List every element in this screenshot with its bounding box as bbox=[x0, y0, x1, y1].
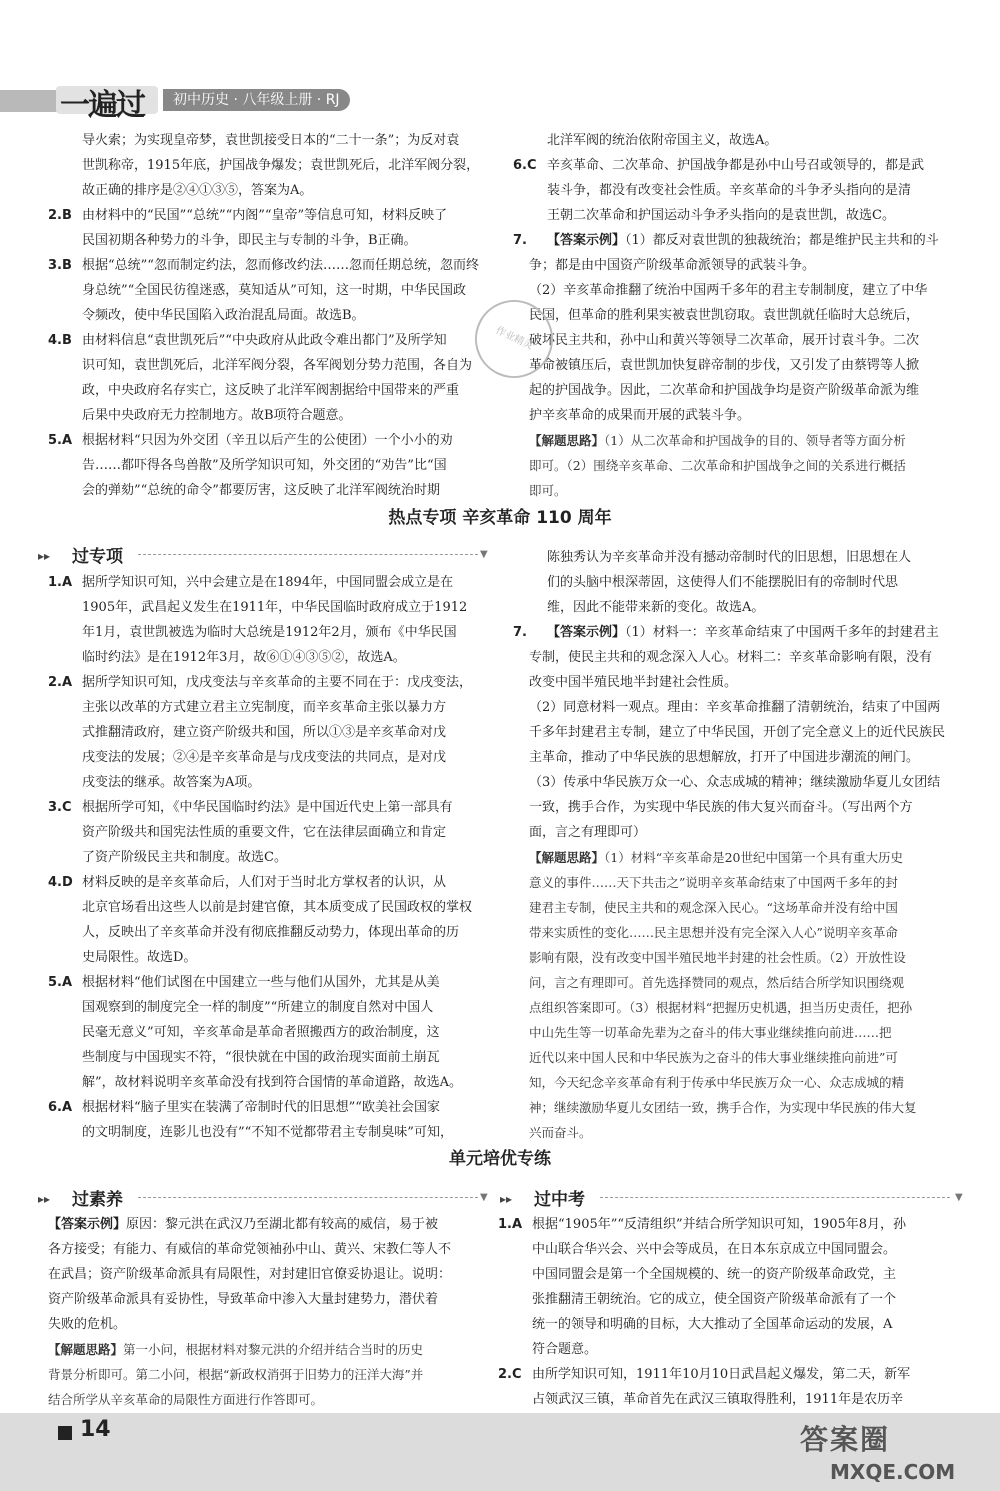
answer-number: 1.A bbox=[498, 1217, 523, 1232]
top-left-column bbox=[30, 128, 505, 503]
answer-line: 王朝二次革命和护国运动斗争矛头指向的是袁世凯，故选C。 bbox=[547, 208, 895, 223]
answer-line: 告……都吓得各鸟兽散”及所学知识可知，外交团的“劝告”比“国 bbox=[82, 458, 447, 473]
answer-line: 些制度与中国现实不符，“很快就在中国的政治现实面前土崩瓦 bbox=[82, 1050, 440, 1065]
answer-line: 政，中央政府名存实亡，这反映了北洋军阀割据给中国带来的严重 bbox=[82, 383, 460, 398]
answer-line: 符合题意。 bbox=[532, 1342, 598, 1357]
answer-number: 7. bbox=[513, 233, 527, 248]
answer-item bbox=[30, 428, 505, 503]
answer-line: 根据“总统”“忽而制定约法，忽而修改约法……忽而任期总统，忽而终 bbox=[82, 258, 479, 273]
solution-line: 意义的事件……天下共击之”说明辛亥革命结束了中国两千多年的封 bbox=[529, 875, 898, 890]
continued-line: 们的头脑中根深蒂固，这使得人们不能摆脱旧有的帝制时代思 bbox=[547, 575, 899, 590]
bottom-left-column bbox=[48, 1212, 503, 1412]
answer-item-6 bbox=[495, 153, 975, 228]
solution-line: 建君主专制，使民主共和的观念深入民心。“这场革命并没有给中国 bbox=[529, 900, 898, 915]
section-title-hotspot: 热点专项 辛亥革命 110 周年 bbox=[388, 508, 612, 528]
subhead-divider bbox=[138, 554, 478, 555]
answer-line: 戌变法的发展；②④是辛亥革命是与戊戌变法的共同点，是对戊 bbox=[82, 750, 447, 765]
stamp-watermark: 作业精灵 bbox=[462, 287, 566, 391]
answer-line: 失败的危机。 bbox=[48, 1317, 127, 1332]
answer-line: 的文明制度，连影儿也没有”“不知不觉都带君主专制臭味”可知， bbox=[82, 1125, 453, 1140]
answer-item bbox=[30, 795, 505, 870]
solution-text: （1）材料“辛亥革命是20世纪中国第一个具有重大历史 bbox=[604, 850, 904, 865]
page-footer bbox=[0, 1413, 1000, 1491]
solution-line: 神；继续激励华夏儿女团结一致，携手合作，为实现中华民族的伟大复 bbox=[529, 1100, 917, 1115]
answer-line: 中山联合华兴会、兴中会等成员，在日本东京成立中国同盟会。 bbox=[532, 1242, 897, 1257]
answer-line: 资产阶级共和国宪法性质的重要文件，它在法律层面确立和肯定 bbox=[82, 825, 447, 840]
answer-line: 后果中央政府无力控制地方。故B项符合题意。 bbox=[82, 408, 352, 423]
answer-number: 1.A bbox=[48, 575, 73, 590]
answer-line: 起的护国战争。因此，二次革命和护国战争均是资产阶级革命派为维 bbox=[529, 383, 920, 398]
answer-line: 民国，但革命的胜利果实被袁世凯窃取。袁世凯就任临时大总统后， bbox=[529, 308, 920, 323]
watermark-url: MXQE.COM bbox=[830, 1460, 956, 1484]
continued-line: 北洋军阀的统治依附帝国主义，故选A。 bbox=[547, 133, 778, 148]
answer-number: 5.A bbox=[48, 433, 73, 448]
answer-line: 据所学知识可知，兴中会建立是在1894年，中国同盟会成立是在 bbox=[82, 575, 454, 590]
answer-number: 4.D bbox=[48, 875, 73, 890]
answer-line: 人，反映出了辛亥革命并没有彻底推翻反动势力，体现出革命的历 bbox=[82, 925, 460, 940]
subhead-title: 过中考 bbox=[534, 1190, 585, 1210]
answer-example-label: 【答案示例】 bbox=[547, 233, 626, 248]
answer-line: 根据所学可知，《中华民国临时约法》是中国近代史上第一部具有 bbox=[82, 800, 453, 815]
solution-approach-label: 【解题思路】 bbox=[48, 1342, 124, 1357]
continued-line: 世凯称帝，1915年底，护国战争爆发；袁世凯死后，北洋军阀分裂， bbox=[82, 158, 480, 173]
answer-line: 根据材料“他们试图在中国建立一些与他们从国外，尤其是从美 bbox=[82, 975, 440, 990]
answer-item bbox=[30, 253, 505, 328]
answer-number: 5.A bbox=[48, 975, 73, 990]
solution-line: 即可。（2）围绕辛亥革命、二次革命和护国战争之间的关系进行概括 bbox=[529, 458, 906, 473]
top-right-column bbox=[495, 128, 975, 503]
subhead-mark-icon: ▸▸ bbox=[38, 549, 51, 563]
solution-approach bbox=[48, 1337, 503, 1412]
bottom-right-column bbox=[480, 1212, 975, 1412]
answer-line: 1905年，武昌起义发生在1911年，中华民国临时政府成立于1912 bbox=[82, 600, 468, 615]
answer-line: 千多年封建君主专制，建立了中华民国，开创了完全意义上的近代民族民 bbox=[529, 725, 946, 740]
answer-text: （1）都反对袁世凯的独裁统治；都是维护民主共和的斗 bbox=[625, 233, 939, 248]
answer-example-label: 【答案示例】 bbox=[547, 625, 626, 640]
site-watermark bbox=[800, 1418, 980, 1488]
answer-number: 3.C bbox=[48, 800, 72, 815]
answer-item bbox=[30, 670, 505, 795]
solution-line: 兴而奋斗。 bbox=[529, 1125, 592, 1140]
answer-number: 2.A bbox=[48, 675, 73, 690]
answer-item bbox=[30, 870, 505, 970]
answer-line: 争；都是由中国资产阶级革命派领导的武装斗争。 bbox=[529, 258, 816, 273]
subhead-title: 过专项 bbox=[72, 547, 123, 567]
continued-line: 陈独秀认为辛亥革命并没有撼动帝制时代的旧思想，旧思想在人 bbox=[547, 550, 912, 565]
answer-line: 装斗争，都没有改变社会性质。辛亥革命的斗争矛头指向的是清 bbox=[547, 183, 912, 198]
solution-text: 第一小问，根据材料对黎元洪的介绍并结合当时的历史 bbox=[123, 1342, 424, 1357]
answer-line: 破坏民主共和，孙中山和黄兴等领导二次革命，展开讨袁斗争。二次 bbox=[529, 333, 920, 348]
brand-logo: 一遍过 bbox=[60, 88, 144, 123]
answer-line: 主张以改革的方式建立君主立宪制度，而辛亥革命主张以暴力方 bbox=[82, 700, 447, 715]
solution-line: 点组织答案即可。（3）根据材料“把握历史机遇，担当历史责任，把孙 bbox=[529, 1000, 913, 1015]
solution-line: 即可。 bbox=[529, 483, 567, 498]
answer-line: （2）辛亥革命推翻了统治中国两千多年的君主专制制度，建立了中华 bbox=[529, 283, 928, 298]
answer-example-label: 【答案示例】 bbox=[48, 1217, 127, 1232]
solution-approach-label: 【解题思路】 bbox=[529, 433, 605, 448]
solution-line: 中山先生等一切革命先辈为之奋斗的伟大事业继续推向前进……把 bbox=[529, 1025, 892, 1040]
solution-line: 背景分析即可。第二小问，根据“新政权消弭于旧势力的汪洋大海”并 bbox=[48, 1367, 424, 1382]
answer-number: 6.C bbox=[513, 158, 537, 173]
page-number: 14 bbox=[80, 1417, 111, 1442]
answer-line: 临时约法》是在1912年3月，故⑥①④③⑤②，故选A。 bbox=[82, 650, 406, 665]
answer-line: 民国初期各种势力的斗争，即民主与专制的斗争，B正确。 bbox=[82, 233, 417, 248]
subhead-guozhuanxiang bbox=[38, 542, 488, 566]
subhead-divider bbox=[600, 1197, 950, 1198]
answer-line: 年1月，袁世凯被选为临时大总统是1912年2月，颁布《中华民国 bbox=[82, 625, 457, 640]
answer-line: 护辛亥革命的成果而开展的武装斗争。 bbox=[529, 408, 751, 423]
answer-line: 解”，故材料说明辛亥革命没有找到符合国情的革命道路，故选A。 bbox=[82, 1075, 463, 1090]
answer-number: 6.A bbox=[48, 1100, 73, 1115]
answer-item bbox=[480, 1212, 975, 1362]
continued-line: 故正确的排序是②④①③⑤，答案为A。 bbox=[82, 183, 313, 198]
answer-line: 据所学知识可知，戊戌变法与辛亥革命的主要不同在于：戊戌变法， bbox=[82, 675, 473, 690]
subhead-guozhongkao bbox=[500, 1185, 970, 1209]
answer-line: 根据材料“脑子里实在装满了帝制时代的旧思想”“欧美社会国家 bbox=[82, 1100, 440, 1115]
section-title-unit: 单元培优专练 bbox=[449, 1149, 551, 1169]
answer-line: 由材料信息“袁世凯死后”“中央政府从此政令难出都门”及所学知 bbox=[82, 333, 447, 348]
solution-line: 近代以来中国人民和中华民族为之奋斗的伟大事业继续推向前进”可 bbox=[529, 1050, 898, 1065]
solution-line: 问，言之有理即可。首先选择赞同的观点，然后结合所学知识围绕观 bbox=[529, 975, 905, 990]
answer-line: 民毫无意义”可知，辛亥革命是革命者照搬西方的政治制度，这 bbox=[82, 1025, 440, 1040]
continued-text bbox=[495, 545, 975, 620]
answer-line: 北京官场看出这些人以前是封建官僚，其本质变成了民国政权的掌权 bbox=[82, 900, 473, 915]
solution-approach bbox=[495, 845, 975, 1145]
continued-text bbox=[30, 128, 505, 203]
solution-line: 带来实质性的变化……民主思想并没有完全深入人心”说明辛亥革命 bbox=[529, 925, 898, 940]
answer-number: 3.B bbox=[48, 258, 72, 273]
answer-line: （2）同意材料一观点。理由：辛亥革命推翻了清朝统治，结束了中国两 bbox=[529, 700, 941, 715]
mid-left-column bbox=[30, 570, 505, 1145]
answer-line: 革命被镇压后，袁世凯加快复辟帝制的步伐，又引发了由蔡锷等人掀 bbox=[529, 358, 920, 373]
answer-line: 中国同盟会是第一个全国规模的、统一的资产阶级革命政党，主 bbox=[532, 1267, 897, 1282]
answer-line: 式推翻清政府，建立资产阶级共和国，所以①③是辛亥革命对戊 bbox=[82, 725, 447, 740]
book-subtitle: 初中历史 · 八年级上册 · RJ bbox=[163, 89, 350, 111]
solution-text: （1）从二次革命和护国战争的目的、领导者等方面分析 bbox=[604, 433, 906, 448]
answer-item bbox=[30, 1095, 505, 1145]
solution-line: 结合所学从辛亥革命的局限性方面进行作答即可。 bbox=[48, 1392, 324, 1407]
page-marker-icon bbox=[58, 1426, 72, 1440]
answer-line: 令频改，使中华民国陷入政治混乱局面。故选B。 bbox=[82, 308, 365, 323]
answer-line: 辛亥革命、二次革命、护国战争都是孙中山号召或领导的，都是武 bbox=[547, 158, 925, 173]
answer-line: （3）传承中华民族万众一心、众志成城的精神；继续激励华夏儿女团结 bbox=[529, 775, 941, 790]
answer-line: 史局限性。故选D。 bbox=[82, 950, 197, 965]
answer-line: 资产阶级革命派具有妥协性，导致革命中渗入大量封建势力，潜伏着 bbox=[48, 1292, 439, 1307]
subhead-mark-icon: ▸▸ bbox=[38, 1192, 51, 1206]
answer-line: 身总统”“全国民彷徨迷惑，莫知适从”可知，这一时期，中华民国政 bbox=[82, 283, 466, 298]
answer-line: 识可知，袁世凯死后，北洋军阀分裂，各军阀划分势力范围，各自为 bbox=[82, 358, 473, 373]
answer-line: 改变中国半殖民地半封建社会性质。 bbox=[529, 675, 738, 690]
answer-line: 统一的领导和明确的目标，大大推动了全国革命运动的发展，A bbox=[532, 1317, 893, 1332]
answer-line: 各方接受；有能力、有威信的革命党领袖孙中山、黄兴、宋教仁等人不 bbox=[48, 1242, 452, 1257]
answer-item bbox=[30, 203, 505, 253]
answer-line: 由材料中的“民国”“总统”“内阁”“皇帝”等信息可知，材料反映了 bbox=[82, 208, 448, 223]
answer-item-7 bbox=[495, 620, 975, 645]
watermark-logo: 答案圈 bbox=[800, 1423, 891, 1456]
answer-text: 原因：黎元洪在武汉乃至湖北都有较高的威信，易于被 bbox=[126, 1217, 439, 1232]
chevron-down-icon: ▼ bbox=[480, 1192, 488, 1203]
continued-line: 导火索；为实现皇帝梦，袁世凯接受日本的“二十一条”；为反对袁 bbox=[82, 133, 460, 148]
page-header bbox=[0, 82, 1000, 122]
answer-line: 张推翻清王朝统治。它的成立，使全国资产阶级革命派有了一个 bbox=[532, 1292, 897, 1307]
solution-line: 知，今天纪念辛亥革命有利于传承中华民族万众一心、众志成城的精 bbox=[529, 1075, 905, 1090]
answer-line: 根据材料“只因为外交团（辛丑以后产生的公使团）一个小小的劝 bbox=[82, 433, 453, 448]
subhead-title: 过素养 bbox=[72, 1190, 123, 1210]
answer-item bbox=[30, 328, 505, 428]
answer-number: 4.B bbox=[48, 333, 72, 348]
continued-line: 维，因此不能带来新的变化。故选A。 bbox=[547, 600, 765, 615]
solution-line: 影响有限，没有改变中国半殖民地半封建的社会性质。（2）开放性设 bbox=[529, 950, 906, 965]
answer-line: 专制，使民主共和的观念深入人心。材料二：辛亥革命影响有限，没有 bbox=[529, 650, 933, 665]
answer-line: 根据“1905年”“反清组织”并结合所学知识可知，1905年8月，孙 bbox=[532, 1217, 907, 1232]
solution-approach bbox=[495, 428, 975, 503]
continued-text bbox=[495, 128, 975, 153]
mid-right-column bbox=[495, 545, 975, 1145]
answer-item bbox=[480, 1362, 975, 1412]
subhead-mark-icon: ▸▸ bbox=[500, 1192, 513, 1206]
subhead-divider bbox=[138, 1197, 478, 1198]
answer-line: 由所学知识可知，1911年10月10日武昌起义爆发，第二天，新军 bbox=[532, 1367, 911, 1382]
answer-number: 2.B bbox=[48, 208, 72, 223]
answer-line: 了资产阶级民主共和制度。故选C。 bbox=[82, 850, 287, 865]
answer-item-7 bbox=[495, 228, 975, 253]
answer-number: 7. bbox=[513, 625, 527, 640]
chevron-down-icon: ▼ bbox=[955, 1192, 963, 1203]
answer-line: 材料反映的是辛亥革命后，人们对于当时北方掌权者的认识，从 bbox=[82, 875, 447, 890]
answer-line: 主革命，推动了中华民族的思想解放，打开了中国进步潮流的闸门。 bbox=[529, 750, 920, 765]
answer-line: 戌变法的继承。故答案为A项。 bbox=[82, 775, 261, 790]
answer-item bbox=[30, 570, 505, 670]
answer-line: 面，言之有理即可） bbox=[529, 825, 647, 840]
answer-item bbox=[30, 970, 505, 1095]
answer-line: 占领武汉三镇，革命首先在武汉三镇取得胜利，1911年是农历辛 bbox=[532, 1392, 904, 1407]
answer-line: 一致，携手合作，为实现中华民族的伟大复兴而奋斗。（写出两个方 bbox=[529, 800, 913, 815]
answer-line: 在武昌；资产阶级革命派具有局限性，对封建旧官僚妥协退让。说明： bbox=[48, 1267, 452, 1282]
answer-number: 2.C bbox=[498, 1367, 522, 1382]
solution-approach-label: 【解题思路】 bbox=[529, 850, 605, 865]
answer-text: （1）材料一：辛亥革命结束了中国两千多年的封建君主 bbox=[625, 625, 939, 640]
answer-line: 国观察到的制度完全一样的制度”“所建立的制度自然对中国人 bbox=[82, 1000, 434, 1015]
chevron-down-icon: ▼ bbox=[480, 549, 488, 560]
answer-line: 会的弹劾”“总统的命令”都要厉害，这反映了北洋军阀统治时期 bbox=[82, 483, 440, 498]
subhead-guosuyang bbox=[38, 1185, 488, 1209]
